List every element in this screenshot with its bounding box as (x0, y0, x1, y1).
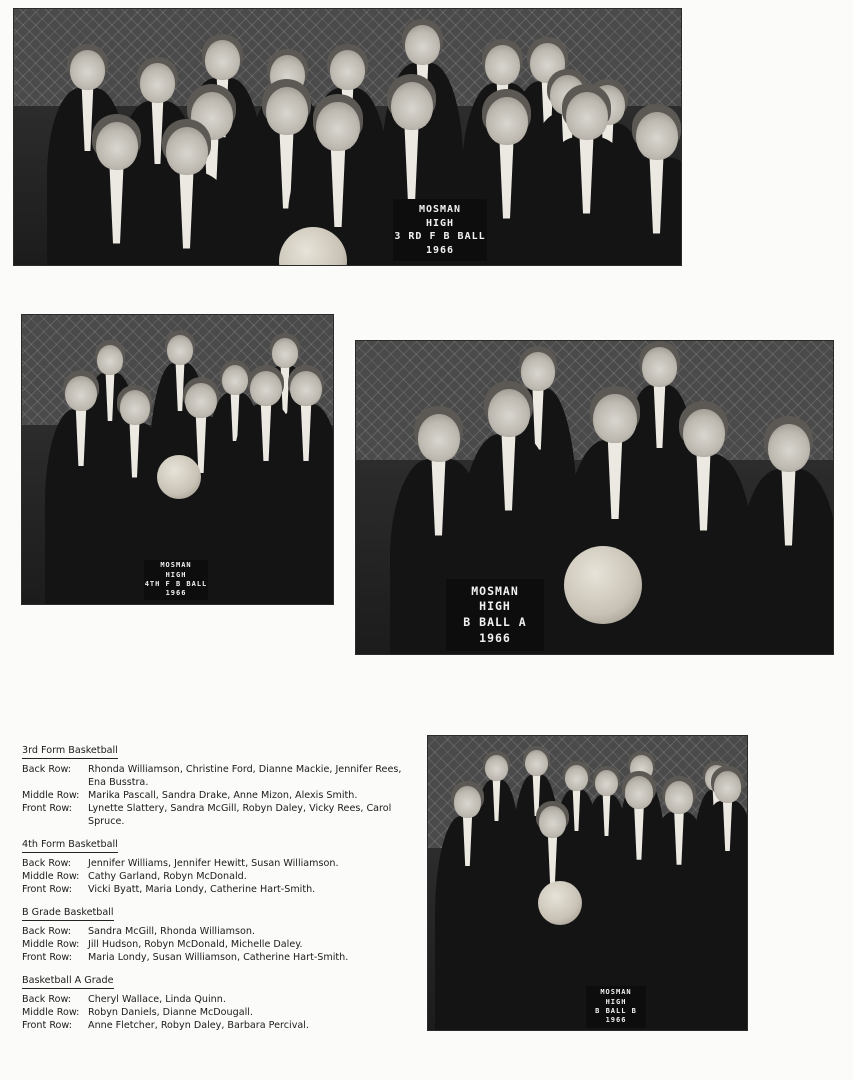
caption-row (22, 789, 407, 802)
student-figure (134, 119, 239, 265)
caption-section-title: B Grade Basketball (22, 906, 114, 921)
team-sign (144, 560, 208, 600)
basketball (157, 455, 201, 499)
sign-line-3: B BALL A (463, 615, 527, 629)
caption-row (22, 870, 407, 883)
row-label: Front Row: (22, 803, 72, 814)
row-label: Back Row: (22, 926, 71, 937)
sign-line-4: 1966 (479, 630, 511, 645)
caption-row (22, 993, 407, 1006)
photo-4th-form-basketball (22, 315, 333, 604)
row-label: Front Row: (22, 952, 72, 963)
row-names: Cathy Garland, Robyn McDonald. (88, 871, 247, 882)
row-label: Middle Row: (22, 790, 80, 801)
row-label: Front Row: (22, 1020, 72, 1031)
row-label: Back Row: (22, 994, 71, 1005)
caption-row (22, 802, 407, 828)
student-figure (693, 766, 747, 1030)
row-label: Middle Row: (22, 939, 80, 950)
row-names: Jennifer Williams, Jennifer Hewitt, Susan Williamson. (88, 858, 339, 869)
sign-line-1: MOSMAN (471, 583, 519, 598)
sign-line-2: HIGH (165, 570, 187, 579)
caption-row (22, 951, 407, 964)
row-label: Back Row: (22, 764, 71, 775)
caption-row (22, 883, 407, 896)
team-sign (393, 199, 487, 261)
student-figure (433, 781, 502, 1030)
caption-section (22, 738, 407, 828)
sign-line-3: 4TH F B BALL (144, 580, 208, 588)
student-figure (604, 104, 681, 265)
student-figure (736, 416, 833, 654)
team-sign (446, 579, 544, 651)
caption-row (22, 938, 407, 951)
caption-row (22, 925, 407, 938)
sign-line-4: 1966 (425, 244, 455, 256)
team-captions (22, 738, 407, 1036)
row-names: Sandra McGill, Rhonda Williamson. (88, 926, 255, 937)
row-label: Front Row: (22, 884, 72, 895)
caption-section-title: 3rd Form Basketball (22, 744, 118, 759)
sign-line-2: HIGH (605, 997, 627, 1006)
row-names: Anne Fletcher, Robyn Daley, Barbara Percival. (88, 1020, 309, 1031)
photo-b-ball-b (428, 736, 747, 1030)
row-names: Marika Pascall, Sandra Drake, Anne Mizon, Alexis Smith. (88, 790, 358, 801)
row-label: Middle Row: (22, 1007, 80, 1018)
row-label: Back Row: (22, 858, 71, 869)
sign-line-2: HIGH (425, 217, 455, 229)
caption-section (22, 900, 407, 964)
row-names: Lynette Slattery, Sandra McGill, Robyn Daley, Vicky Rees, Carol Spruce. (88, 803, 392, 827)
caption-row (22, 857, 407, 870)
sign-line-2: HIGH (479, 599, 511, 614)
basketball (564, 546, 642, 624)
caption-section (22, 968, 407, 1032)
caption-row (22, 763, 407, 789)
sign-line-3: 3 RD F B BALL (394, 231, 486, 242)
row-names: Robyn Daniels, Dianne McDougall. (88, 1007, 253, 1018)
team-sign (586, 986, 646, 1028)
row-names: Maria Londy, Susan Williamson, Catherine Hart-Smith. (88, 952, 349, 963)
caption-section-title: 4th Form Basketball (22, 838, 118, 853)
sign-line-4: 1966 (165, 589, 187, 598)
caption-section-title: Basketball A Grade (22, 974, 114, 989)
sign-line-1: MOSMAN (160, 561, 192, 570)
caption-section (22, 832, 407, 896)
caption-row (22, 1019, 407, 1032)
photo-b-ball-a (356, 341, 833, 654)
sign-line-1: MOSMAN (418, 204, 462, 215)
sign-line-4: 1966 (605, 1016, 627, 1025)
row-names: Rhonda Williamson, Christine Ford, Dianne Mackie, Jennifer Rees, Ena Busstra. (88, 764, 402, 788)
basketball (538, 881, 582, 925)
row-names: Jill Hudson, Robyn McDonald, Michelle Daley. (88, 939, 303, 950)
sign-line-3: B BALL B (595, 1007, 637, 1015)
photo-3rd-form-basketball (14, 9, 681, 265)
row-label: Middle Row: (22, 871, 80, 882)
row-names: Cheryl Wallace, Linda Quinn. (88, 994, 226, 1005)
row-names: Vicki Byatt, Maria Londy, Catherine Hart-Smith. (88, 884, 316, 895)
sign-line-1: MOSMAN (600, 988, 632, 997)
student-figure (267, 365, 333, 604)
caption-row (22, 1006, 407, 1019)
